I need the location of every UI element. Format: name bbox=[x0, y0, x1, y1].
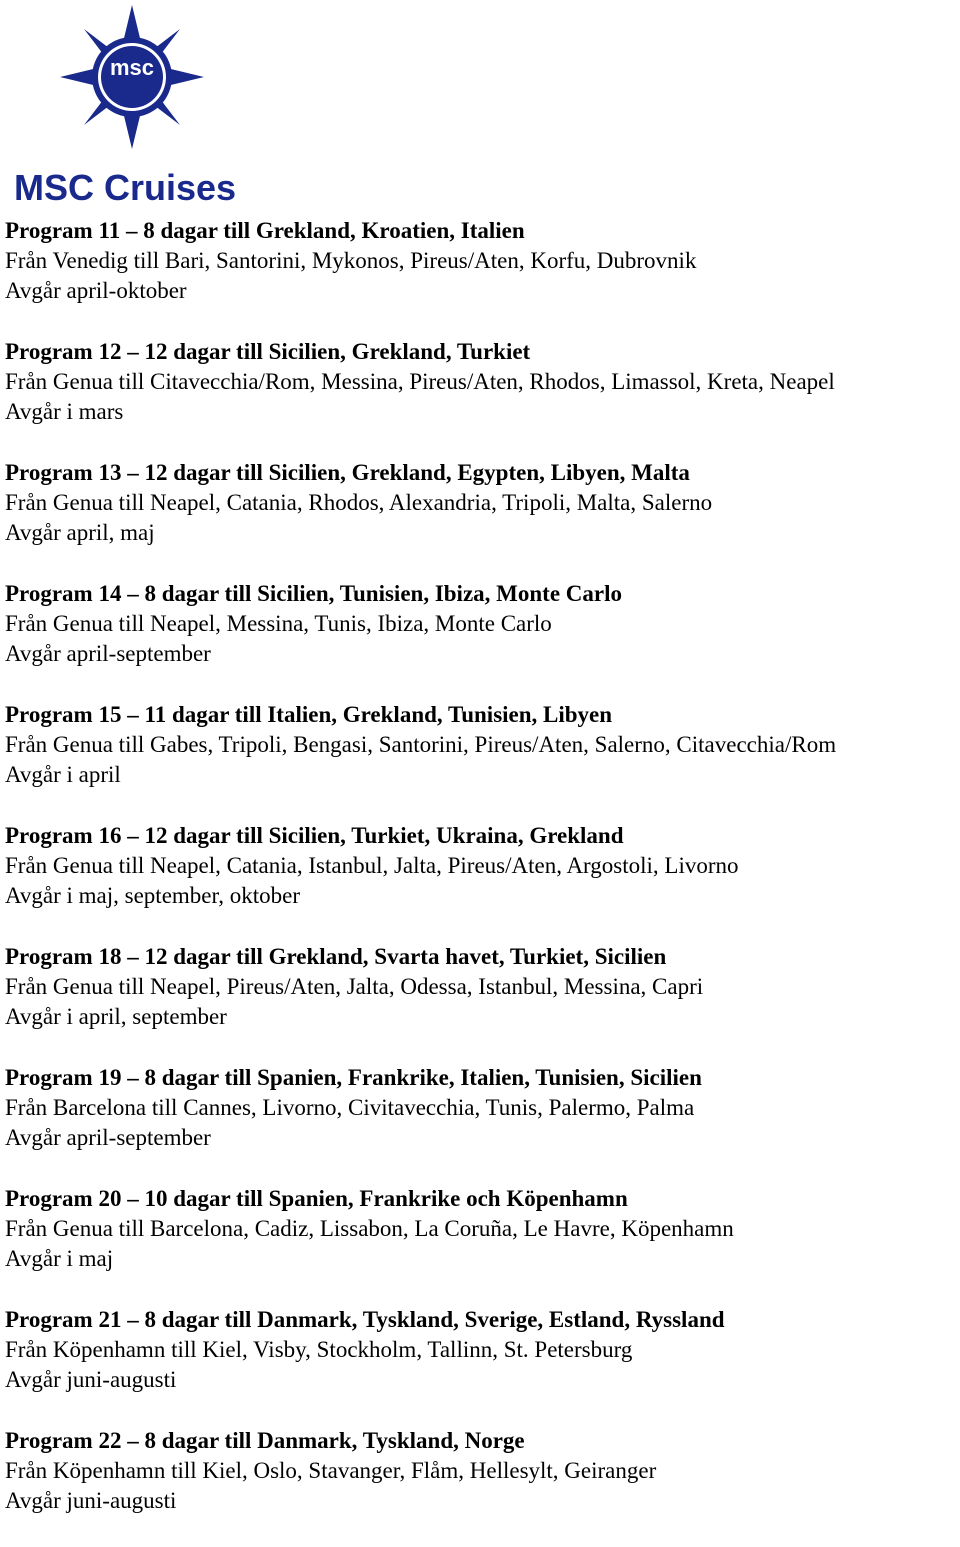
program-title: Program 15 – 11 dagar till Italien, Grekland, Tunisien, Libyen bbox=[5, 702, 613, 727]
program-title: Program 14 – 8 dagar till Sicilien, Tunisien, Ibiza, Monte Carlo bbox=[5, 581, 622, 606]
program-title: Program 11 – 8 dagar till Grekland, Kroatien, Italien bbox=[5, 218, 525, 243]
program-14 bbox=[5, 579, 960, 700]
program-departure: Avgår i april bbox=[5, 762, 121, 788]
program-route: Från Genua till Barcelona, Cadiz, Lissabon, La Coruña, Le Havre, Köpenhamn bbox=[5, 1216, 734, 1242]
program-18 bbox=[5, 942, 960, 1063]
program-route: Från Genua till Neapel, Catania, Istanbul, Jalta, Pireus/Aten, Argostoli, Livorno bbox=[5, 853, 739, 879]
program-16 bbox=[5, 821, 960, 942]
program-12 bbox=[5, 337, 960, 458]
brand-text: MSC Cruises bbox=[14, 167, 237, 207]
program-departure: Avgår juni-augusti bbox=[5, 1488, 177, 1514]
program-15 bbox=[5, 700, 960, 821]
program-route: Från Genua till Neapel, Catania, Rhodos, Alexandria, Tripoli, Malta, Salerno bbox=[5, 490, 713, 516]
program-route: Från Köpenhamn till Kiel, Oslo, Stavanger, Flåm, Hellesylt, Geiranger bbox=[5, 1458, 657, 1484]
program-departure: Avgår i april, september bbox=[5, 1004, 227, 1030]
program-title: Program 20 – 10 dagar till Spanien, Frankrike och Köpenhamn bbox=[5, 1186, 628, 1211]
program-11 bbox=[5, 216, 960, 337]
program-route: Från Genua till Citavecchia/Rom, Messina, Pireus/Aten, Rhodos, Limassol, Kreta, Neapel bbox=[5, 369, 835, 395]
program-route: Från Köpenhamn till Kiel, Visby, Stockholm, Tallinn, St. Petersburg bbox=[5, 1337, 633, 1363]
program-departure: Avgår juni-augusti bbox=[5, 1367, 177, 1393]
program-list bbox=[5, 216, 960, 1547]
program-19 bbox=[5, 1063, 960, 1184]
program-departure: Avgår i mars bbox=[5, 399, 124, 425]
program-route: Från Barcelona till Cannes, Livorno, Civitavecchia, Tunis, Palermo, Palma bbox=[5, 1095, 695, 1121]
program-21 bbox=[5, 1305, 960, 1426]
program-departure: Avgår april-oktober bbox=[5, 278, 187, 304]
compass-star-icon bbox=[10, 2, 260, 207]
program-departure: Avgår i maj bbox=[5, 1246, 114, 1272]
msc-cruises-logo bbox=[10, 2, 260, 207]
program-departure: Avgår april-september bbox=[5, 1125, 211, 1151]
program-route: Från Genua till Neapel, Messina, Tunis, Ibiza, Monte Carlo bbox=[5, 611, 552, 637]
program-title: Program 16 – 12 dagar till Sicilien, Turkiet, Ukraina, Grekland bbox=[5, 823, 624, 848]
program-title: Program 21 – 8 dagar till Danmark, Tyskland, Sverige, Estland, Ryssland bbox=[5, 1307, 725, 1332]
program-title: Program 19 – 8 dagar till Spanien, Frankrike, Italien, Tunisien, Sicilien bbox=[5, 1065, 702, 1090]
program-route: Från Genua till Gabes, Tripoli, Bengasi, Santorini, Pireus/Aten, Salerno, Citavecchia/Rom bbox=[5, 732, 837, 758]
program-title: Program 13 – 12 dagar till Sicilien, Grekland, Egypten, Libyen, Malta bbox=[5, 460, 690, 485]
program-departure: Avgår i maj, september, oktober bbox=[5, 883, 301, 909]
program-20 bbox=[5, 1184, 960, 1305]
program-route: Från Genua till Neapel, Pireus/Aten, Jalta, Odessa, Istanbul, Messina, Capri bbox=[5, 974, 704, 1000]
program-departure: Avgår april-september bbox=[5, 641, 211, 667]
program-departure: Avgår april, maj bbox=[5, 520, 155, 546]
program-title: Program 22 – 8 dagar till Danmark, Tyskland, Norge bbox=[5, 1428, 525, 1453]
program-13 bbox=[5, 458, 960, 579]
emblem-text: msc bbox=[109, 55, 155, 80]
program-title: Program 12 – 12 dagar till Sicilien, Grekland, Turkiet bbox=[5, 339, 531, 364]
program-route: Från Venedig till Bari, Santorini, Mykonos, Pireus/Aten, Korfu, Dubrovnik bbox=[5, 248, 697, 274]
program-22 bbox=[5, 1426, 960, 1547]
program-title: Program 18 – 12 dagar till Grekland, Svarta havet, Turkiet, Sicilien bbox=[5, 944, 667, 969]
